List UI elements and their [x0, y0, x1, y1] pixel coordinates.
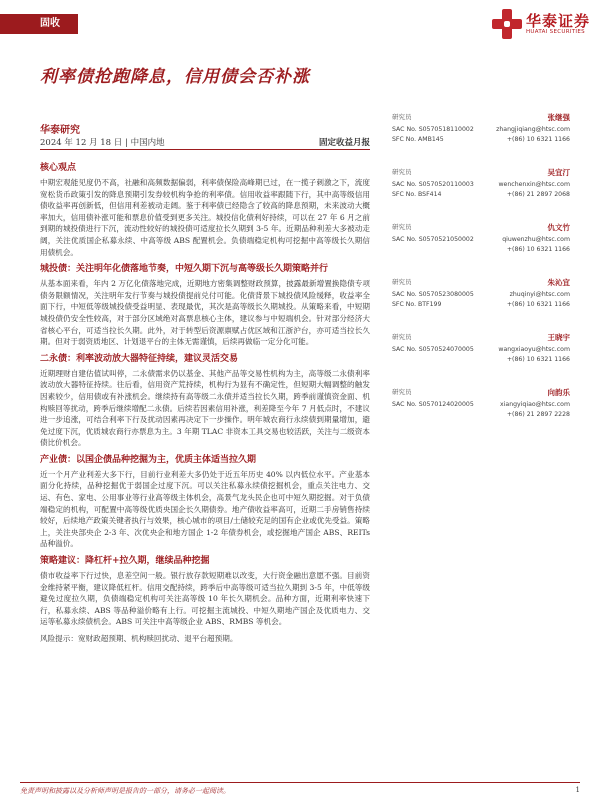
analyst-role: 研究员 [392, 388, 412, 396]
report-title: 利率债抢跑降息，信用债会否补涨 [40, 67, 310, 87]
main-content [40, 162, 370, 650]
analyst-name: 朱沁宜 [547, 278, 570, 287]
analyst-sfc: SFC No. BTF199 [392, 301, 442, 308]
analyst-card [392, 387, 570, 442]
analyst-card [392, 112, 570, 167]
report-type: 固定收益月报 [318, 137, 370, 148]
analyst-name: 王晓宇 [547, 333, 570, 342]
section-text: 风险提示：宽财政超预期、机构赎回扰动、退平台超预期。 [40, 634, 238, 643]
analyst-sac: SAC No. S0570518110002 [392, 126, 474, 133]
section-text: 债市收益率下行过快，息差空间一般。银行放存款短期难以改变，大行资金融出意愿不强。目前资金维持紧平衡，建议降低杠杆。信用交配持续，跨季后中高等级可适当拉久期到 3-5 年，中低等级避免过度拉久期，负债端稳定机构可关注高等级 10 年长久期机会。品种方面，近期利率快速下行，私募永续、ABS 等品种溢价略有上行。可挖掘主流城投、中短久期地产国企及优质电力、交运等私募永续债机会。ABS 可关注中高等级企业 ABS、RMBS 等机会。 [40, 571, 370, 627]
analyst-role: 研究员 [392, 113, 412, 121]
analyst-role: 研究员 [392, 278, 412, 286]
logo-name: 华泰证券 [526, 12, 591, 30]
section-heading: 城投债：关注明年化债落地节奏，中短久期下沉与高等级长久期策略并行 [40, 264, 329, 275]
section-text: 近期理财自建估值试叫停，二永债需求仍以基金、其他产品等交易性机构为主，高等级二永债利率波动放大器特征持续。往后看，信用资产荒持续，机构行为显有不确定性，但短期大幅调整的触发因素较少，信用债或有补涨机会。继续持有高等级二永债并适当拉长久期，跨季前谨慎资金面、机构赎回等扰动，跨季后继续增配二永债。后续若因素信用补涨，利差降至今年 7 月低点时，不建议进一步追涨，可结合利率下行及扰动因素再决定下一步操作。明年城农商行永续债到期量增加，避免过度下沉，优质城农商行亦票息为主。3 年期 TLAC 非资本工具交易也较活跃，关注与二级资本债比价机会。 [40, 368, 370, 448]
analyst-sac: SAC No. S0570521050002 [392, 236, 474, 243]
section-text: 近一个月产业利差大多下行，目前行业利差大多仍处于近五年历史 40% 以内低位水平。产业基本面分化持续，品种挖掘优于弱国企过度下沉。可以关注私募永续债挖掘机会，重点关注电力、交运、有色、家电、公用事业等行业高等级主体机会，高景气龙头民企也可中短久期挖掘。对于负债端稳定的机构，可配置中高等级优质央国企长久期债券。地产债收益率高可，近期二手房销售持续较好，后续地产政策关键者执行与效果，核心城市的项目/土储较充足的国有企业或优先受益。策略上，关注央部央企 2-3 年、次优央企和地方国企 1-2 年债券机会，或挖掘地产国企 ABS、REITs 品种溢价。 [40, 469, 370, 549]
analyst-phone: +(86) 10 6321 1166 [506, 301, 570, 308]
analyst-name: 向韵乐 [547, 388, 570, 397]
research-team: 华泰研究 [40, 125, 80, 136]
analyst-sac: SAC No. S0570520110003 [392, 181, 474, 188]
section-text: 从基本面来看，年内 2 万亿化债落地完成，近期地方密集调整财政预算，披露最新增置换隐债专项债务限额情况，关注明年发行节奏与城投债提前兑付可能。化债背景下城投债风险缓释，收益率全面下行，中短低等级城投债受益明显、表现最优，其次是高等级长久期城投。从策略来看，中短期城投债仍安全性较高，对于部分区域绝对高票息核心主体，建议参与中短端机会。针对部分经济大省核心平台，可适当拉长久期。此外，对于转型后资源禀赋占优区域和江浙沪台，亦可适当拉长久期。但对于弱资质地区、计划退平台的主体无需谨慎，后续再做临一定分化可能。 [40, 279, 370, 347]
analyst-email[interactable]: zhangjiqiang@htsc.com [496, 126, 570, 133]
analyst-phone: +(86) 21 2897 2068 [506, 191, 570, 198]
top-bar [0, 0, 600, 44]
analyst-name: 吴宜汀 [547, 168, 570, 177]
analyst-sfc: SFC No. AMB145 [392, 136, 444, 143]
analyst-phone: +(86) 10 6321 1166 [506, 246, 570, 253]
brand-logo [492, 9, 590, 39]
analyst-role: 研究员 [392, 223, 412, 231]
analyst-card [392, 332, 570, 387]
page-number: 1 [575, 786, 580, 794]
analyst-email[interactable]: qiuwenzhu@htsc.com [502, 236, 570, 243]
analyst-email[interactable]: xiangyiqiao@htsc.com [500, 401, 570, 408]
analyst-email[interactable]: wangxiaoyu@htsc.com [498, 346, 570, 353]
category-tag: 固收 [0, 14, 78, 34]
disclaimer: 免责声明和披露以及分析师声明是报告的一部分，请务必一起阅读。 [20, 787, 230, 795]
logo-english: HUATAI SECURITIES [526, 29, 585, 35]
section-heading: 产业债：以国企债品种挖掘为主，优质主体适当拉久期 [40, 454, 257, 465]
report-date: 2024 年 12 月 18 日 [40, 137, 123, 148]
logo-icon [492, 9, 522, 39]
report-region: 中国内地 [130, 137, 165, 148]
analyst-phone: +(86) 10 6321 1166 [506, 136, 570, 143]
analyst-card [392, 167, 570, 222]
footer [20, 782, 580, 796]
section-heading: 策略建议：降杠杆+拉久期，继续品种挖掘 [40, 556, 210, 567]
analyst-sac: SAC No. S0570524070005 [392, 346, 474, 353]
analyst-card [392, 222, 570, 277]
section-heading: 二永债：利率波动放大器特征持续，建议灵活交易 [40, 353, 239, 364]
analyst-phone: +(86) 10 6321 1166 [506, 356, 570, 363]
analyst-role: 研究员 [392, 168, 412, 176]
analyst-email[interactable]: wenchenxin@htsc.com [498, 181, 570, 188]
analyst-role: 研究员 [392, 333, 412, 341]
analyst-card [392, 277, 570, 332]
section-text: 中期宏观能见度仍不高，社融和高频数据偏弱，利率债保险高峰期已过，在一揽子刺激之下，流度宽松货币政策引发的降息预期引发券较机构争抢的利率债。信用收益率跟随下行，其中高等级信用债收益率再创新低，但信用利差被动走阔。鉴于利率债已经隐含了较高的降息预期，未来波动大概率加大，信用债补涨可能和票息价值受到更多关注。城投信化债利好持续，可以在 27 年 6 月之前到期的城投债进行下沉，流动性较好的城投债可适度拉长久期到 3-5 年。近期品种利差大多被动走阔，关注优质国企私募永续、中高等级 ABS 配置机会。负债端稳定机构可挖掘中高等级长久期信用债机会。 [40, 178, 370, 257]
analyst-sac: SAC No. S0570523080005 [392, 291, 474, 298]
report-meta: 2024 年 12 月 18 日 | 中国内地 固定收益月报 [40, 134, 370, 150]
analyst-sac: SAC No. S0570124020005 [392, 401, 474, 408]
analyst-sfc: SFC No. BSF414 [392, 191, 442, 198]
section-heading: 核心观点 [40, 163, 77, 173]
analyst-email[interactable]: zhuqinyi@htsc.com [509, 291, 570, 298]
analyst-phone: +(86) 21 2897 2228 [506, 411, 570, 418]
analyst-name: 张继强 [547, 113, 570, 122]
analyst-list [392, 112, 570, 442]
analyst-name: 仇文竹 [547, 223, 570, 232]
